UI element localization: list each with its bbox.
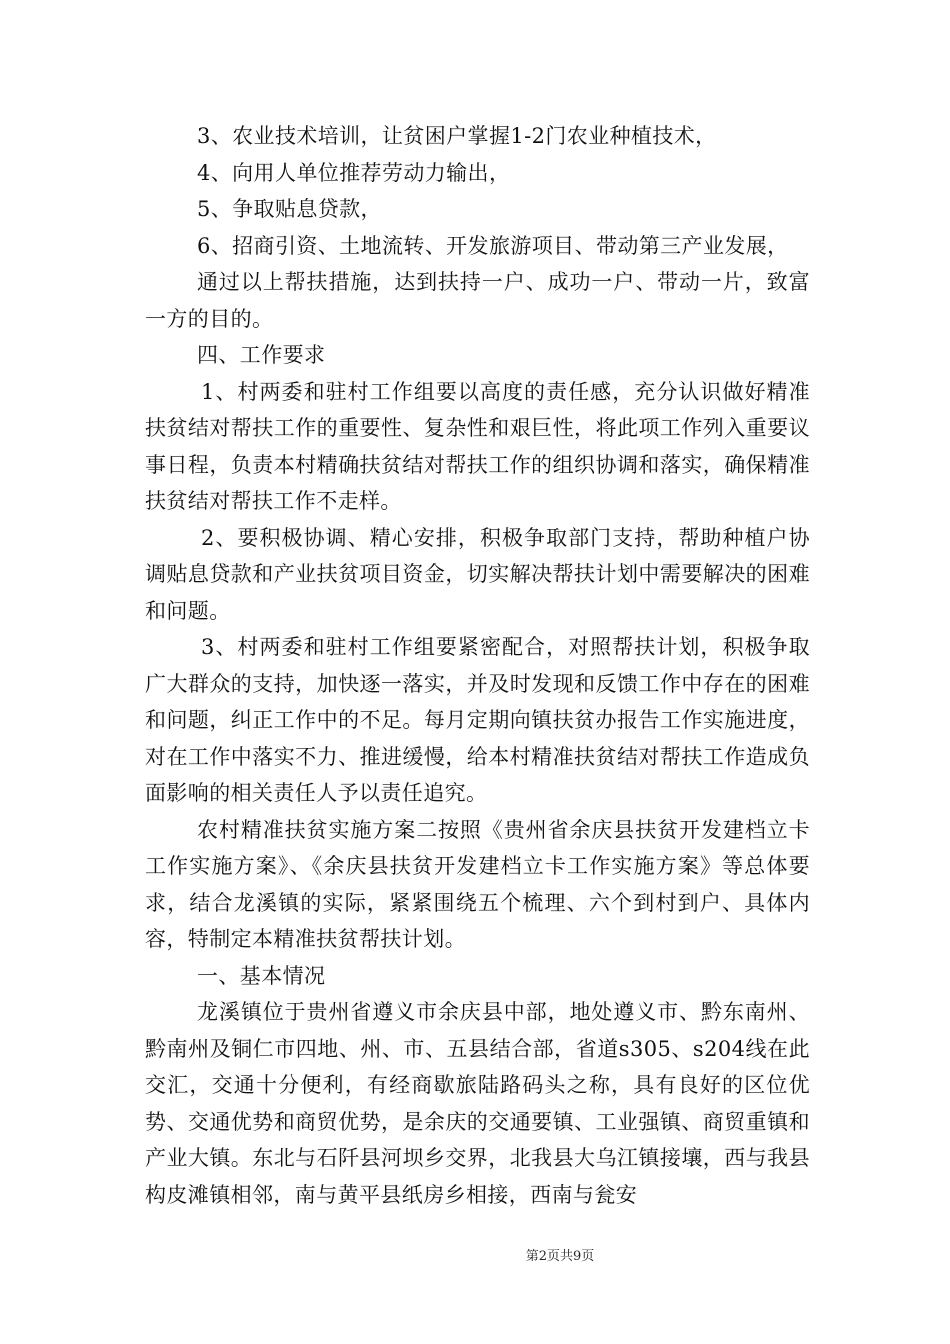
paragraph-item-6: 6、招商引资、土地流转、开发旅游项目、带动第三产业发展，	[197, 233, 789, 258]
paragraph-requirement-1: 1、村两委和驻村工作组要以高度的责任感，充分认识做好精准扶贫结对帮扶工作的重要性、复杂性和艰巨性，将此项工作列入重要议事日程，负责本村精确扶贫结对帮扶工作的组织协调和落实，确保精准扶贫结对帮扶工作不走样。	[145, 379, 810, 513]
section-heading-basic-info: 一、基本情况	[197, 963, 326, 988]
paragraph-longxi-town: 龙溪镇位于贵州省遵义市余庆县中部，地处遵义市、黔东南州、黔南州及铜仁市四地、州、市、五县结合部，省道s305、s204线在此交汇，交通十分便利，有经商歇旅陆路码头之称，具有良好的区位优势、交通优势和商贸优势，是余庆的交通要镇、工业强镇、商贸重镇和产业大镇。东北与石阡县河坝乡交界，北我县大乌江镇接壤，西与我县构皮滩镇相邻，南与黄平县纸房乡相接，西南与瓮安	[145, 1000, 810, 1207]
section-heading-work-requirements: 四、工作要求	[197, 343, 326, 367]
paragraph-requirement-2: 2、要积极协调、精心安排，积极争取部门支持，帮助种植户协调贴息贷款和产业扶贫项目资金，切实解决帮扶计划中需要解决的困难和问题。	[145, 525, 810, 623]
paragraph-summary: 通过以上帮扶措施，达到扶持一户、成功一户、带动一片，致富一方的目的。	[145, 270, 810, 331]
paragraph-item-3: 3、农业技术培训，让贫困户掌握1-2门农业种植技术，	[197, 124, 717, 148]
document-body	[145, 118, 810, 1213]
paragraph-item-5: 5、争取贴息贷款，	[197, 197, 382, 221]
page-number: 第2页共9页	[525, 1249, 595, 1264]
paragraph-item-4: 4、向用人单位推荐劳动力输出，	[197, 160, 511, 185]
paragraph-plan-two-intro: 农村精准扶贫实施方案二按照《贵州省余庆县扶贫开发建档立卡工作实施方案》、《余庆县扶贫开发建档立卡工作实施方案》等总体要求，结合龙溪镇的实际，紧紧围绕五个梳理、六个到村到户、具体内容，特制定本精准扶贫帮扶计划。	[145, 817, 810, 951]
paragraph-requirement-3: 3、村两委和驻村工作组要紧密配合，对照帮扶计划，积极争取广大群众的支持，加快逐一落实，并及时发现和反馈工作中存在的困难和问题，纠正工作中的不足。每月定期向镇扶贫办报告工作实施进度，对在工作中落实不力、推进缓慢，给本村精准扶贫结对帮扶工作造成负面影响的相关责任人予以责任追究。	[145, 635, 810, 805]
